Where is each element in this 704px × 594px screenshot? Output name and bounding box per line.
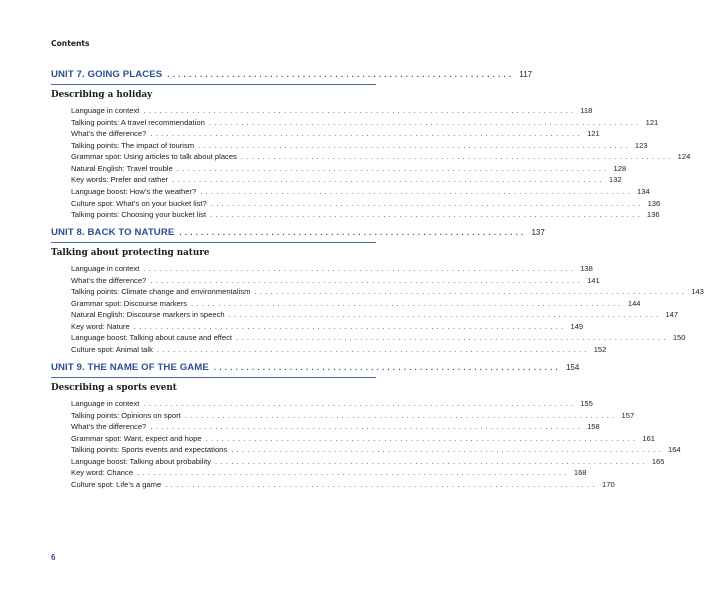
dot-leader: ................................................................................ [210, 210, 643, 220]
entry-page-number: 158 [587, 422, 600, 432]
entry-page-number: 121 [645, 117, 659, 127]
unit-heading[interactable] [51, 69, 533, 83]
toc-entry[interactable] [71, 309, 679, 321]
entry-label: Key word: Chance [71, 468, 134, 478]
dot-leader: ................................................................................ [228, 310, 662, 320]
entry-page-number: 164 [667, 445, 681, 455]
unit-page-number: 117 [519, 70, 533, 79]
dot-leader: ................................................................................ [191, 298, 624, 308]
dot-leader: ................................................................................ [208, 117, 642, 127]
unit-9-block [51, 362, 681, 491]
entry-label: Language in context [71, 106, 140, 116]
page-header-title: Contents [51, 39, 90, 48]
entry-page-number: 150 [672, 333, 686, 343]
unit-7-block [51, 69, 691, 221]
section-heading: Describing a holiday [51, 90, 153, 101]
entry-page-number: 141 [587, 275, 600, 285]
section-heading: Describing a sports event [51, 383, 177, 394]
entry-label: What’s the difference? [71, 422, 147, 432]
toc-entry[interactable] [71, 467, 587, 479]
dot-leader: ................................................................................ [150, 129, 584, 139]
toc-entry[interactable] [71, 421, 600, 433]
entry-label: Culture spot: Animal talk [71, 345, 153, 355]
section-heading: Talking about protecting nature [51, 248, 210, 259]
entry-page-number: 147 [665, 310, 679, 320]
unit-title: UNIT 7. GOING PLACES [51, 69, 163, 80]
dot-leader: ................................................................ [167, 70, 515, 79]
entry-label: What’s the difference? [71, 275, 147, 285]
dot-leader: ................................................................................ [172, 175, 605, 185]
dot-leader: ................................................................................ [137, 468, 570, 478]
dot-leader: ................................................................................ [143, 399, 577, 409]
toc-entry[interactable] [71, 263, 593, 275]
dot-leader: ................................................................ [179, 228, 527, 237]
entry-list [71, 105, 691, 220]
entry-page-number: 168 [573, 468, 587, 478]
unit-title: UNIT 8. BACK TO NATURE [51, 227, 175, 238]
toc-entry[interactable] [71, 174, 622, 186]
toc-entry[interactable] [71, 344, 607, 356]
entry-label: Language boost: Talking about probability [71, 456, 212, 466]
entry-page-number: 170 [602, 480, 615, 490]
entry-list [71, 398, 681, 490]
toc-entry[interactable] [71, 186, 650, 198]
dot-leader: ................................................................................ [150, 422, 584, 432]
entry-label: Talking points: Climate change and environmentalism [71, 287, 251, 297]
dot-leader: ................................................................................ [150, 275, 584, 285]
entry-page-number: 155 [580, 399, 593, 409]
unit-heading[interactable] [51, 362, 580, 376]
divider-rule [51, 377, 376, 378]
dot-leader: ................................................................................ [184, 410, 618, 420]
toc-entry[interactable] [71, 456, 665, 468]
entry-page-number: 118 [580, 106, 593, 116]
toc-entry[interactable] [71, 140, 648, 152]
toc-entry[interactable] [71, 286, 704, 298]
dot-leader: ................................................................................ [156, 345, 590, 355]
unit-heading[interactable] [51, 227, 545, 241]
divider-rule [51, 242, 376, 243]
toc-entry[interactable] [71, 332, 686, 344]
entry-page-number: 143 [691, 287, 704, 297]
dot-leader: ................................................................................ [176, 163, 610, 173]
dot-leader: ................................................................................ [210, 198, 644, 208]
dot-leader: ................................................................................ [143, 106, 577, 116]
toc-entry[interactable] [71, 151, 691, 163]
toc-entry[interactable] [71, 105, 593, 117]
entry-page-number: 124 [677, 152, 691, 162]
entry-label: What’s the difference? [71, 129, 147, 139]
entry-label: Talking points: Choosing your bucket list [71, 210, 207, 220]
toc-entry[interactable] [71, 410, 635, 422]
toc-entry[interactable] [71, 433, 656, 445]
entry-page-number: 134 [637, 187, 650, 197]
toc-entry[interactable] [71, 444, 681, 456]
dot-leader: ................................................................................ [240, 152, 674, 162]
toc-entry[interactable] [71, 479, 615, 491]
entry-label: Grammar spot: Discourse markers [71, 298, 188, 308]
entry-label: Culture spot: What’s on your bucket list? [71, 198, 207, 208]
entry-label: Talking points: Sports events and expectations [71, 445, 228, 455]
entry-label: Natural English: Travel trouble [71, 163, 173, 173]
entry-page-number: 136 [647, 198, 661, 208]
entry-page-number: 128 [613, 163, 627, 173]
entry-label: Talking points: Opinions on sport [71, 410, 181, 420]
entry-label: Culture spot: Life’s a game [71, 480, 162, 490]
entry-label: Key word: Nature [71, 321, 130, 331]
unit-page-number: 154 [565, 363, 580, 372]
entry-label: Language boost: Talking about cause and effect [71, 333, 233, 343]
entry-page-number: 157 [621, 410, 635, 420]
entry-label: Language boost: How’s the weather? [71, 187, 197, 197]
dot-leader: ................................................................................ [198, 140, 631, 150]
entry-label: Key words: Prefer and rather [71, 175, 169, 185]
dot-leader: ................................................................................ [165, 480, 598, 490]
entry-page-number: 136 [646, 210, 660, 220]
entry-page-number: 144 [627, 298, 641, 308]
dot-leader: ................................................................................ [231, 445, 664, 455]
entry-label: Language in context [71, 264, 140, 274]
entry-page-number: 152 [593, 345, 607, 355]
toc-entry[interactable] [71, 128, 600, 140]
entry-page-number: 123 [634, 140, 648, 150]
entry-page-number: 121 [587, 129, 600, 139]
dot-leader: ................................................................................ [200, 187, 634, 197]
dot-leader: ................................................................................ [143, 264, 577, 274]
entry-page-number: 132 [608, 175, 622, 185]
dot-leader: ................................................................................ [236, 333, 669, 343]
toc-entry[interactable] [71, 117, 659, 129]
unit-page-number: 137 [531, 228, 545, 237]
dot-leader: ................................................................................ [215, 456, 648, 466]
toc-entry[interactable] [71, 298, 641, 310]
entry-page-number: 138 [580, 264, 593, 274]
entry-label: Grammar spot: Want, expect and hope [71, 433, 202, 443]
toc-entry[interactable] [71, 275, 600, 287]
unit-8-block [51, 227, 704, 356]
toc-entry[interactable] [71, 321, 584, 333]
toc-entry[interactable] [71, 398, 593, 410]
entry-label: Grammar spot: Using articles to talk about places [71, 152, 237, 162]
dot-leader: ................................................................ [213, 363, 561, 372]
entry-list [71, 263, 704, 355]
toc-entry[interactable] [71, 209, 660, 221]
divider-rule [51, 84, 376, 85]
entry-page-number: 161 [642, 433, 656, 443]
unit-title: UNIT 9. THE NAME OF THE GAME [51, 362, 209, 373]
toc-entry[interactable] [71, 163, 627, 175]
entry-page-number: 165 [651, 456, 665, 466]
dot-leader: ................................................................................ [254, 287, 688, 297]
entry-label: Talking points: The impact of tourism [71, 140, 195, 150]
dot-leader: ................................................................................ [205, 433, 639, 443]
entry-page-number: 149 [570, 321, 584, 331]
page-number: 6 [51, 553, 56, 562]
entry-label: Language in context [71, 399, 140, 409]
entry-label: Talking points: A travel recommendation [71, 117, 205, 127]
toc-entry[interactable] [71, 198, 661, 210]
dot-leader: ................................................................................ [133, 321, 567, 331]
entry-label: Natural English: Discourse markers in speech [71, 310, 225, 320]
